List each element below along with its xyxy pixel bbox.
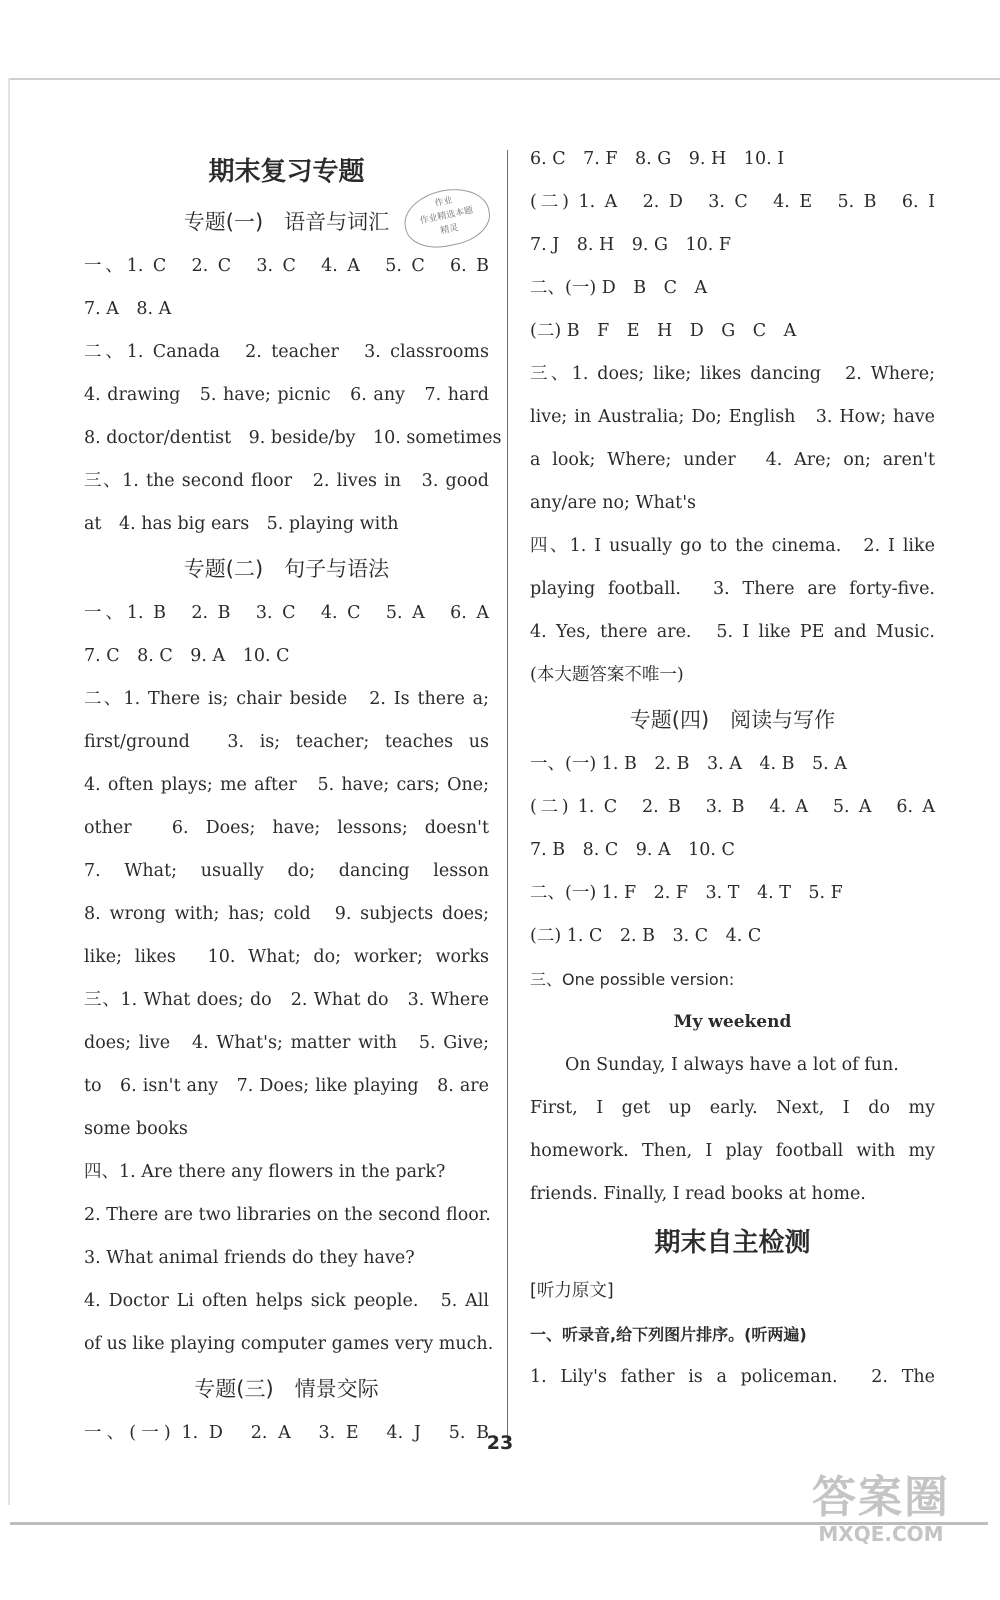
answer-line: (二) 1. C 2. B 3. C 4. C (530, 926, 762, 946)
answer-line: 4. Doctor Li often helps sick people. 5. All (84, 1291, 489, 1311)
composition-line: homework. Then, I play football with my (530, 1141, 935, 1161)
answer-line: (二) 1. A 2. D 3. C 4. E 5. B 6. I (530, 192, 935, 212)
answer-line: 一、1. C 2. C 3. C 4. A 5. C 6. B (84, 256, 489, 276)
answer-line: 4. drawing 5. have; picnic 6. any 7. hard (84, 385, 489, 405)
answer-line: 4. often plays; me after 5. have; cars; One; (84, 775, 489, 795)
self-test-title: 期末自主检测 (654, 1228, 811, 1258)
listening-instruction: 一、听录音,给下列图片排序。(听两遍) (530, 1325, 807, 1344)
answer-line: 四、1. I usually go to the cinema. 2. I like (530, 536, 935, 556)
page-left-edge (8, 78, 10, 1505)
section-title: 期末复习专题 (208, 157, 365, 187)
topic-4-heading: 专题(四) 阅读与写作 (629, 708, 836, 732)
listening-script-label: [听力原文] (530, 1281, 614, 1301)
answer-line: some books (84, 1119, 188, 1139)
answer-line: first/ground 3. is; teacher; teaches us (84, 732, 489, 752)
answer-note: (本大题答案不唯一) (530, 665, 684, 685)
column-divider (507, 150, 508, 1442)
answer-line: 三、1. does; like; likes dancing 2. Where; (530, 364, 935, 384)
composition-line: friends. Finally, I read books at home. (530, 1184, 866, 1204)
answer-line: any/are no; What's (530, 493, 696, 513)
topic-3-heading: 专题(三) 情景交际 (194, 1377, 379, 1401)
page-number: 23 (486, 1432, 514, 1454)
answer-line: (二) 1. C 2. B 3. B 4. A 5. A 6. A (530, 797, 935, 817)
answer-line: 4. Yes, there are. 5. I like PE and Music. (530, 622, 935, 642)
answer-line: 二、1. There is; chair beside 2. Is there a; (84, 689, 489, 709)
answer-line: to 6. isn't any 7. Does; like playing 8. are (84, 1076, 489, 1096)
answer-line: (二) B F E H D G C A (530, 321, 797, 341)
answer-line: 7. C 8. C 9. A 10. C (84, 646, 290, 666)
answer-line: 6. C 7. F 8. G 9. H 10. I (530, 149, 785, 169)
listening-line: 1. Lily's father is a policeman. 2. The (530, 1367, 935, 1387)
answer-line: like; likes 10. What; do; worker; works (84, 947, 489, 967)
answer-line: 7. B 8. C 9. A 10. C (530, 840, 735, 860)
answer-line: playing football. 3. There are forty-five. (530, 579, 935, 599)
answer-line: 二、1. Canada 2. teacher 3. classrooms (84, 342, 489, 362)
topic-1-heading: 专题(一) 语音与词汇 (183, 210, 390, 234)
answer-line: 三、1. What does; do 2. What do 3. Where (84, 990, 489, 1010)
answer-line: 一、1. B 2. B 3. C 4. C 5. A 6. A (84, 603, 489, 623)
answer-line: a look; Where; under 4. Are; on; aren't (530, 450, 935, 470)
answer-line: at 4. has big ears 5. playing with (84, 514, 399, 534)
answer-line: live; in Australia; Do; English 3. How; have (530, 407, 935, 427)
answer-line: 三、One possible version: (530, 970, 735, 989)
answer-line: other 6. Does; have; lessons; doesn't (84, 818, 489, 838)
answer-line: 7. A 8. A (84, 299, 172, 319)
answer-line: 一、(一) 1. B 2. B 3. A 4. B 5. A (530, 754, 847, 774)
composition-title: My weekend (673, 1012, 792, 1032)
right-column (530, 138, 935, 1399)
answer-line: 7. J 8. H 9. G 10. F (530, 235, 732, 255)
topic-2-heading: 专题(二) 句子与语法 (183, 557, 390, 581)
answer-line: 二、(一) D B C A (530, 278, 708, 298)
stamp-watermark: 作业 作业精选本题 精灵 (399, 182, 495, 255)
answer-line: 2. There are two libraries on the second floor. (84, 1205, 491, 1225)
top-rule (10, 78, 1000, 80)
answer-line: 四、1. Are there any flowers in the park? (84, 1162, 446, 1182)
answer-line: 一、(一) 1. D 2. A 3. E 4. J 5. B (84, 1423, 489, 1443)
answer-line: 8. doctor/dentist 9. beside/by 10. sometimes (84, 428, 502, 448)
composition-line: On Sunday, I always have a lot of fun. (565, 1055, 899, 1075)
answer-line: of us like playing computer games very much. (84, 1334, 494, 1354)
site-watermark: 答案圈 MXQE.COM (812, 1472, 950, 1546)
answer-line: 7. What; usually do; dancing lesson (84, 861, 489, 881)
answer-line: 二、(一) 1. F 2. F 3. T 4. T 5. F (530, 883, 843, 903)
answer-line: 8. wrong with; has; cold 9. subjects does; (84, 904, 489, 924)
answer-line: does; live 4. What's; matter with 5. Give; (84, 1033, 489, 1053)
answer-line: 3. What animal friends do they have? (84, 1248, 415, 1268)
answer-line: 三、1. the second floor 2. lives in 3. good (84, 471, 489, 491)
composition-line: First, I get up early. Next, I do my (530, 1098, 935, 1118)
